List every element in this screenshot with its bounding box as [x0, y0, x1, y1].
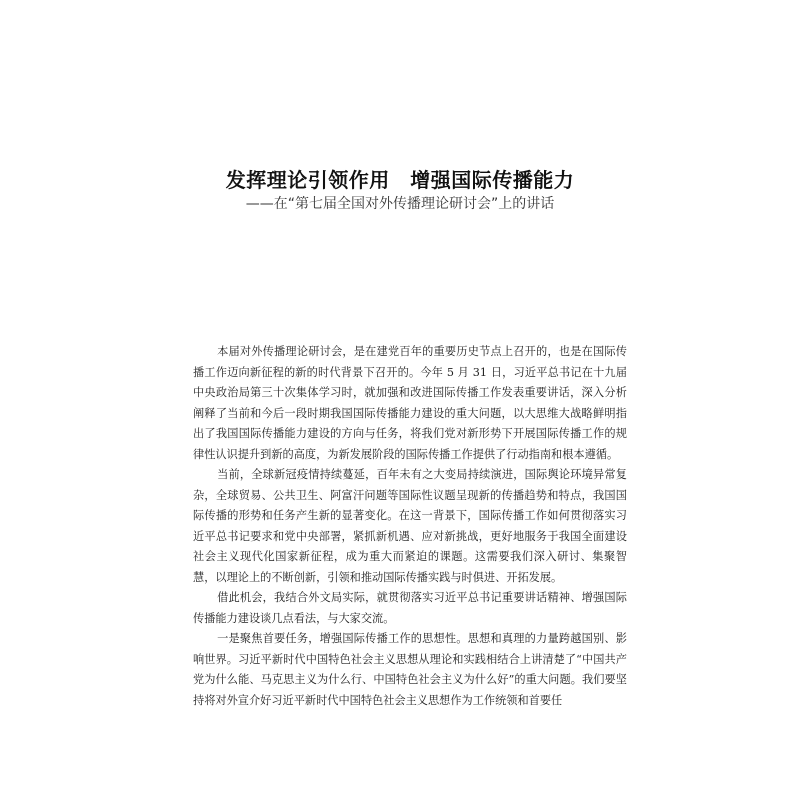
paragraph: 本届对外传播理论研讨会，是在建党百年的重要历史节点上召开的，也是在国际传播工作迈向新征程的新的时代背景下召开的。今年 5 月 31 日，习近平总书记在十九届中央政治局第三十次集体学习时，就加强和改进国际传播工作发表重要讲话，深入分析阐释了当前和今后一段时期我国国际传播能力建设的重大问题，以大思维大战略鲜明指出了我国国际传播能力建设的方向与任务，将我们党对新形势下开展国际传播工作的规律性认识提升到新的高度，为新发展阶段的国际传播工作提供了行动指南和根本遵循。 [193, 345, 627, 461]
body-text [193, 342, 627, 711]
paragraph: 借此机会，我结合外文局实际，就贯彻落实习近平总书记重要讲话精神、增强国际传播能力建设谈几点看法，与大家交流。 [193, 591, 627, 625]
page-title: 发挥理论引领作用 增强国际传播能力 [225, 168, 575, 192]
paragraph: 一是聚焦首要任务，增强国际传播工作的思想性。思想和真理的力量跨越国别、影响世界。习近平新时代中国特色社会主义思想从理论和实践相结合上讲清楚了“中国共产党为什么能、马克思主义为什么行、中国特色社会主义为什么好”的重大问题。我们要坚持将对外宣介好习近平新时代中国特色社会主义思想作为工作统领和首要任 [193, 632, 627, 707]
paragraph: 当前，全球新冠疫情持续蔓延，百年未有之大变局持续演进，国际舆论环境异常复杂，全球贸易、公共卫生、阿富汗问题等国际性议题呈现新的传播趋势和特点，我国国际传播的形势和任务产生新的显著变化。在这一背景下，国际传播工作如何贯彻落实习近平总书记要求和党中央部署，紧抓新机遇、应对新挑战，更好地服务于我国全面建设社会主义现代化国家新征程，成为重大而紧迫的课题。这需要我们深入研讨、集聚智慧，以理论上的不断创新，引领和推动国际传播实践与时俱进、开拓发展。 [193, 468, 627, 584]
page-subtitle: ——在“第七届全国对外传播理论研讨会”上的讲话 [245, 196, 555, 212]
